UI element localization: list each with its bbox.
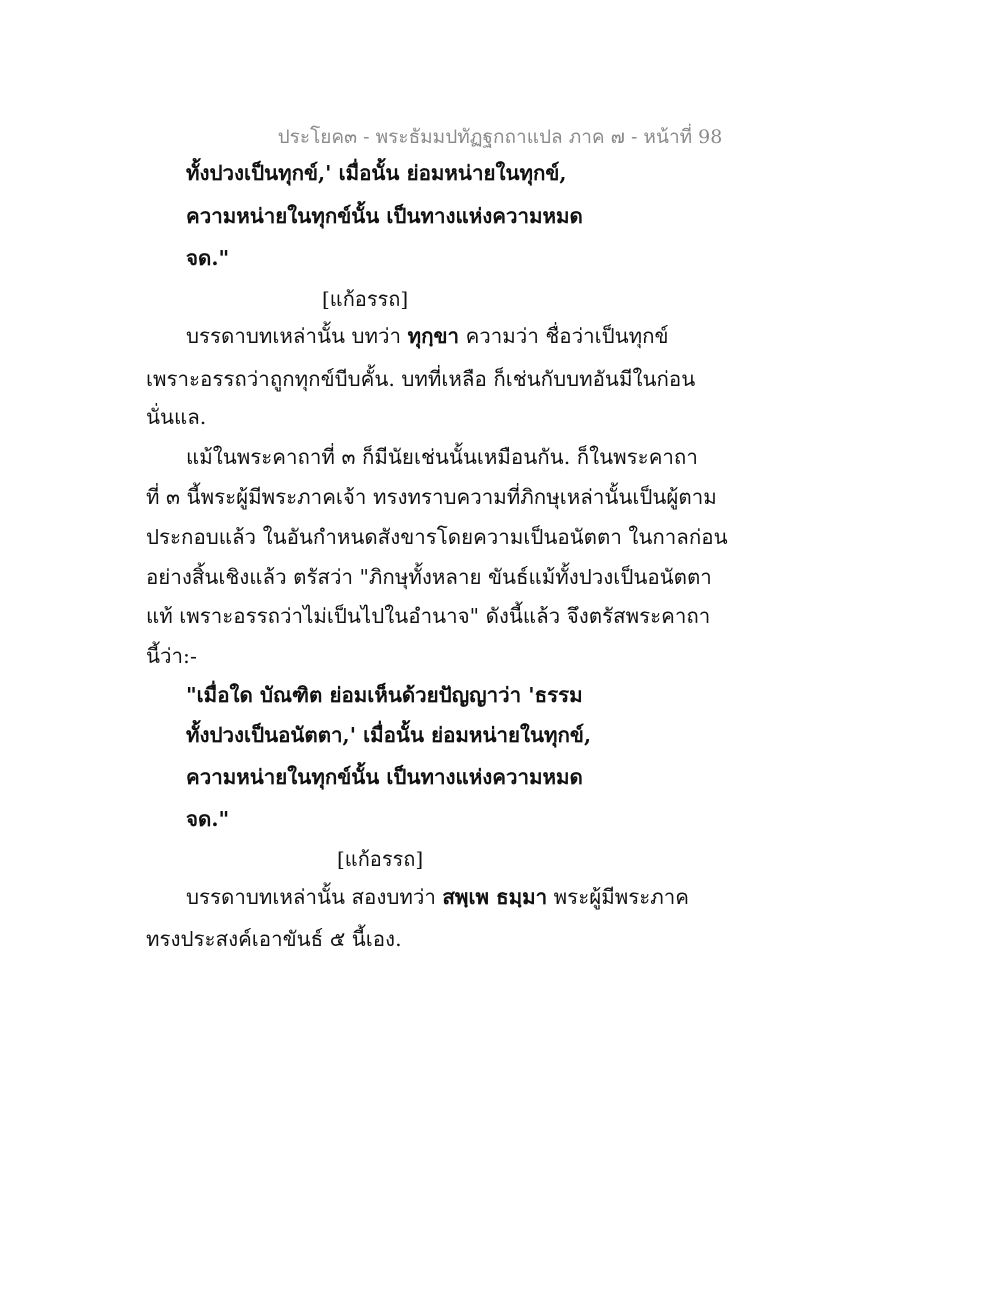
para3-text-post: พระผู้มีพระภาค (547, 885, 690, 909)
commentary-heading-1: [แก้อรรถ] (322, 287, 409, 311)
verse1-line-3: จด." (186, 246, 230, 270)
para3-line-1 (186, 884, 689, 910)
para2-line-1: แม้ในพระคาถาที่ ๓ ก็มีนัยเช่นนั้นเหมือนกัน. ก็ในพระคาถา (186, 445, 698, 469)
verse2-line-3: ความหน่ายในทุกข์นั้น เป็นทางแห่งความหมด (186, 765, 583, 789)
para1-line-3: นั่นแล. (146, 405, 207, 429)
para2-line-3: ประกอบแล้ว ในอันกำหนดสังขารโดยความเป็นอนัตตา ในกาลก่อน (146, 525, 728, 549)
verse2-line-4: จด." (186, 807, 230, 831)
para1-text-post: ความว่า ชื่อว่าเป็นทุกข์ (459, 324, 669, 348)
para1-line-2: เพราะอรรถว่าถูกทุกข์บีบคั้น. บทที่เหลือ ก็เช่นกับบทอันมีในก่อน (146, 367, 696, 391)
para2-line-6: นี้ว่า:- (146, 644, 197, 668)
para1-term: ทุกฺขา (407, 324, 460, 348)
para3-line-2: ทรงประสงค์เอาขันธ์ ๕ นี้เอง. (146, 927, 402, 951)
verse2-line-1: "เมื่อใด บัณฑิต ย่อมเห็นด้วยปัญญาว่า 'ธรรม (186, 683, 583, 707)
para1-line-1 (186, 323, 669, 349)
verse1-line-2: ความหน่ายในทุกข์นั้น เป็นทางแห่งความหมด (186, 204, 583, 228)
para3-text-pre: บรรดาบทเหล่านั้น สองบทว่า (186, 885, 443, 909)
verse1-line-1: ทั้งปวงเป็นทุกข์,' เมื่อนั้น ย่อมหน่ายในทุกข์, (186, 161, 567, 185)
page-header: ประโยค๓ - พระธัมมปทัฏฐกถาแปล ภาค ๗ - หน้าที่ 98 (277, 126, 723, 148)
para1-text-pre: บรรดาบทเหล่านั้น บทว่า (186, 324, 408, 348)
para2-line-4: อย่างสิ้นเชิงแล้ว ตรัสว่า "ภิกษุทั้งหลาย ขันธ์แม้ทั้งปวงเป็นอนัตตา (146, 565, 712, 589)
verse2-line-2: ทั้งปวงเป็นอนัตตา,' เมื่อนั้น ย่อมหน่ายในทุกข์, (186, 723, 592, 747)
para2-line-5: แท้ เพราะอรรถว่าไม่เป็นไปในอำนาจ" ดังนี้แล้ว จึงตรัสพระคาถา (146, 604, 711, 628)
para3-term: สพฺเพ ธมฺมา (442, 885, 548, 909)
para2-line-2: ที่ ๓ นี้พระผู้มีพระภาคเจ้า ทรงทราบความที่ภิกษุเหล่านั้นเป็นผู้ตาม (146, 485, 717, 509)
commentary-heading-2: [แก้อรรถ] (337, 847, 424, 871)
